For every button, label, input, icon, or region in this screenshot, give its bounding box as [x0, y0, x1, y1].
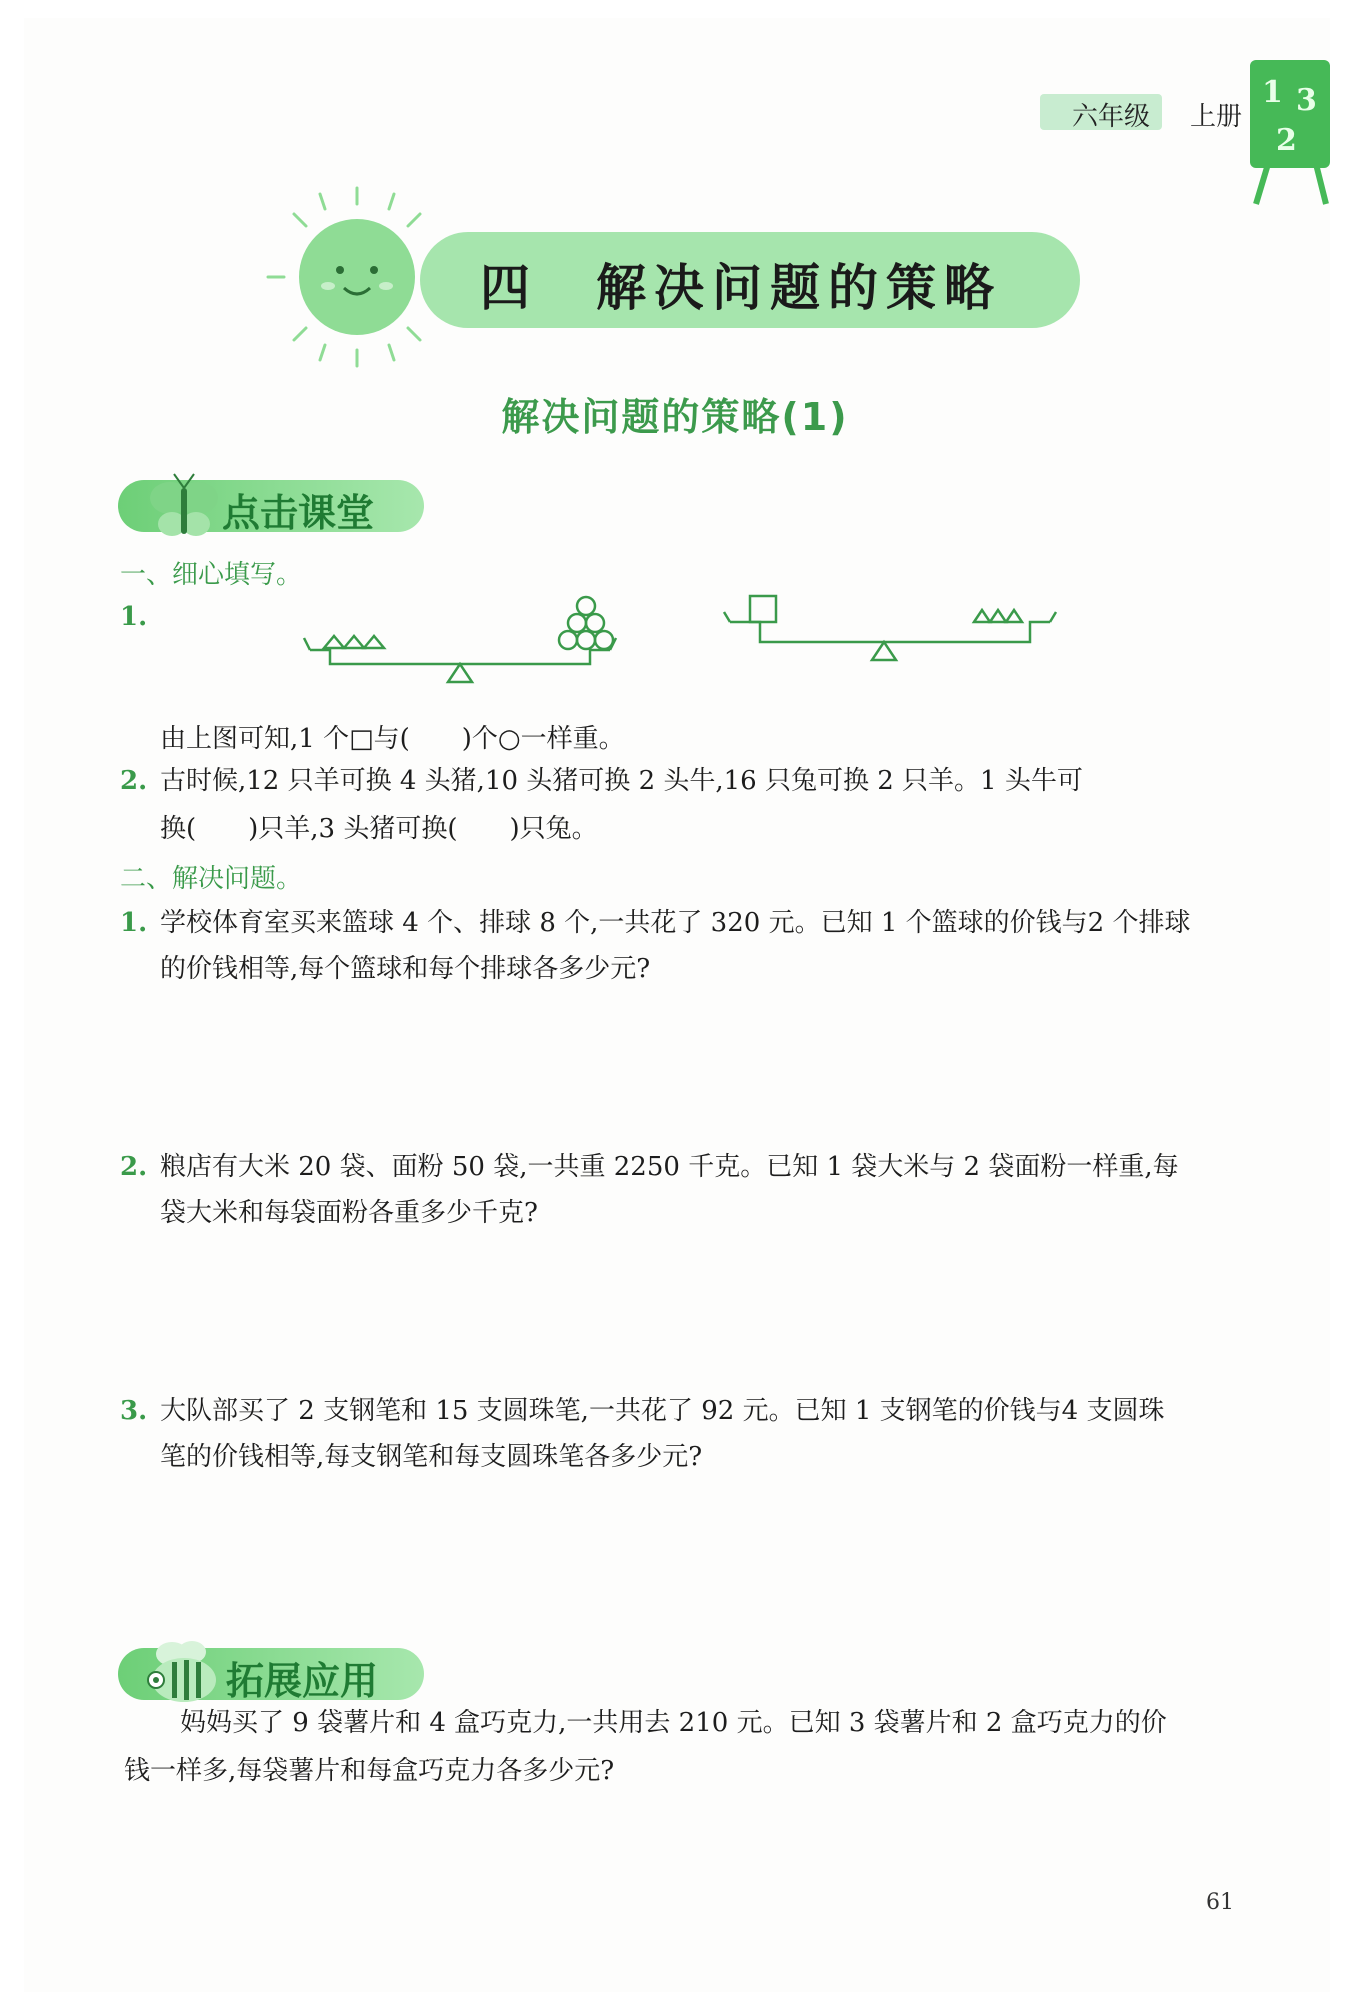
part2-q1-line1: 学校体育室买来篮球 4 个、排球 8 个,一共花了 320 元。已知 1 个篮球的价钱与2 个排球: [160, 908, 1191, 938]
grade-label: 六年级: [1072, 102, 1151, 132]
page-number: 61: [1206, 1890, 1234, 1915]
part1-q2-line1: 古时候,12 只羊可换 4 头猪,10 头猪可换 2 头牛,16 只兔可换 2 只羊。1 头牛可: [160, 766, 1083, 796]
part2-q1-answer-space[interactable]: [160, 1000, 1230, 1140]
extension-answer-space[interactable]: [124, 1800, 1230, 1880]
practice-section-label: 点击课堂: [222, 491, 375, 535]
part2-q2-answer-space[interactable]: [160, 1244, 1230, 1384]
part2-q2-line2: 袋大米和每袋面粉各重多少千克?: [160, 1198, 538, 1228]
part1-q2-line2: 换( )只羊,3 头猪可换( )只兔。: [160, 814, 598, 844]
part1-q1-text: 由上图可知,1 个□与( )个○一样重。: [160, 724, 625, 754]
extension-line2: 钱一样多,每袋薯片和每盒巧克力各多少元?: [124, 1756, 615, 1786]
extension-section-label: 拓展应用: [226, 1659, 379, 1703]
bee-icon: [138, 1636, 228, 1710]
part2-heading: 二、解决问题。: [120, 864, 303, 894]
part2-q3-line2: 笔的价钱相等,每支钢笔和每支圆珠笔各多少元?: [160, 1442, 703, 1472]
chalkboard-logo-icon: [1246, 54, 1336, 214]
part2-q3-line1: 大队部买了 2 支钢笔和 15 支圆珠笔,一共花了 92 元。已知 1 支钢笔的价钱与4 支圆珠: [160, 1396, 1165, 1426]
part1-q1-number: 1.: [120, 602, 148, 632]
balance-scale-1: [300, 592, 640, 692]
extension-line1: 妈妈买了 9 袋薯片和 4 盒巧克力,一共用去 210 元。已知 3 袋薯片和 2 盒巧克力的价: [180, 1708, 1167, 1738]
chapter-title: 四 解决问题的策略: [480, 259, 1002, 317]
part2-q3-answer-space[interactable]: [160, 1488, 1230, 1628]
logo-digit-3: 3: [1296, 83, 1317, 118]
part2-q2-line1: 粮店有大米 20 袋、面粉 50 袋,一共重 2250 千克。已知 1 袋大米与 2 袋面粉一样重,每: [160, 1152, 1179, 1182]
part2-q2-number: 2.: [120, 1152, 148, 1182]
lesson-title: 解决问题的策略(1): [501, 395, 849, 439]
part2-q3-number: 3.: [120, 1396, 148, 1426]
part1-q2-number: 2.: [120, 766, 148, 796]
logo-digit-2: 2: [1276, 123, 1297, 158]
logo-digit-1: 1: [1262, 75, 1283, 110]
part2-q1-line2: 的价钱相等,每个篮球和每个排球各多少元?: [160, 954, 651, 984]
part2-q1-number: 1.: [120, 908, 148, 938]
part1-heading: 一、细心填写。: [120, 560, 303, 590]
volume-label: 上册: [1190, 102, 1243, 132]
butterfly-icon: [144, 470, 224, 546]
balance-scale-2: [720, 592, 1060, 692]
